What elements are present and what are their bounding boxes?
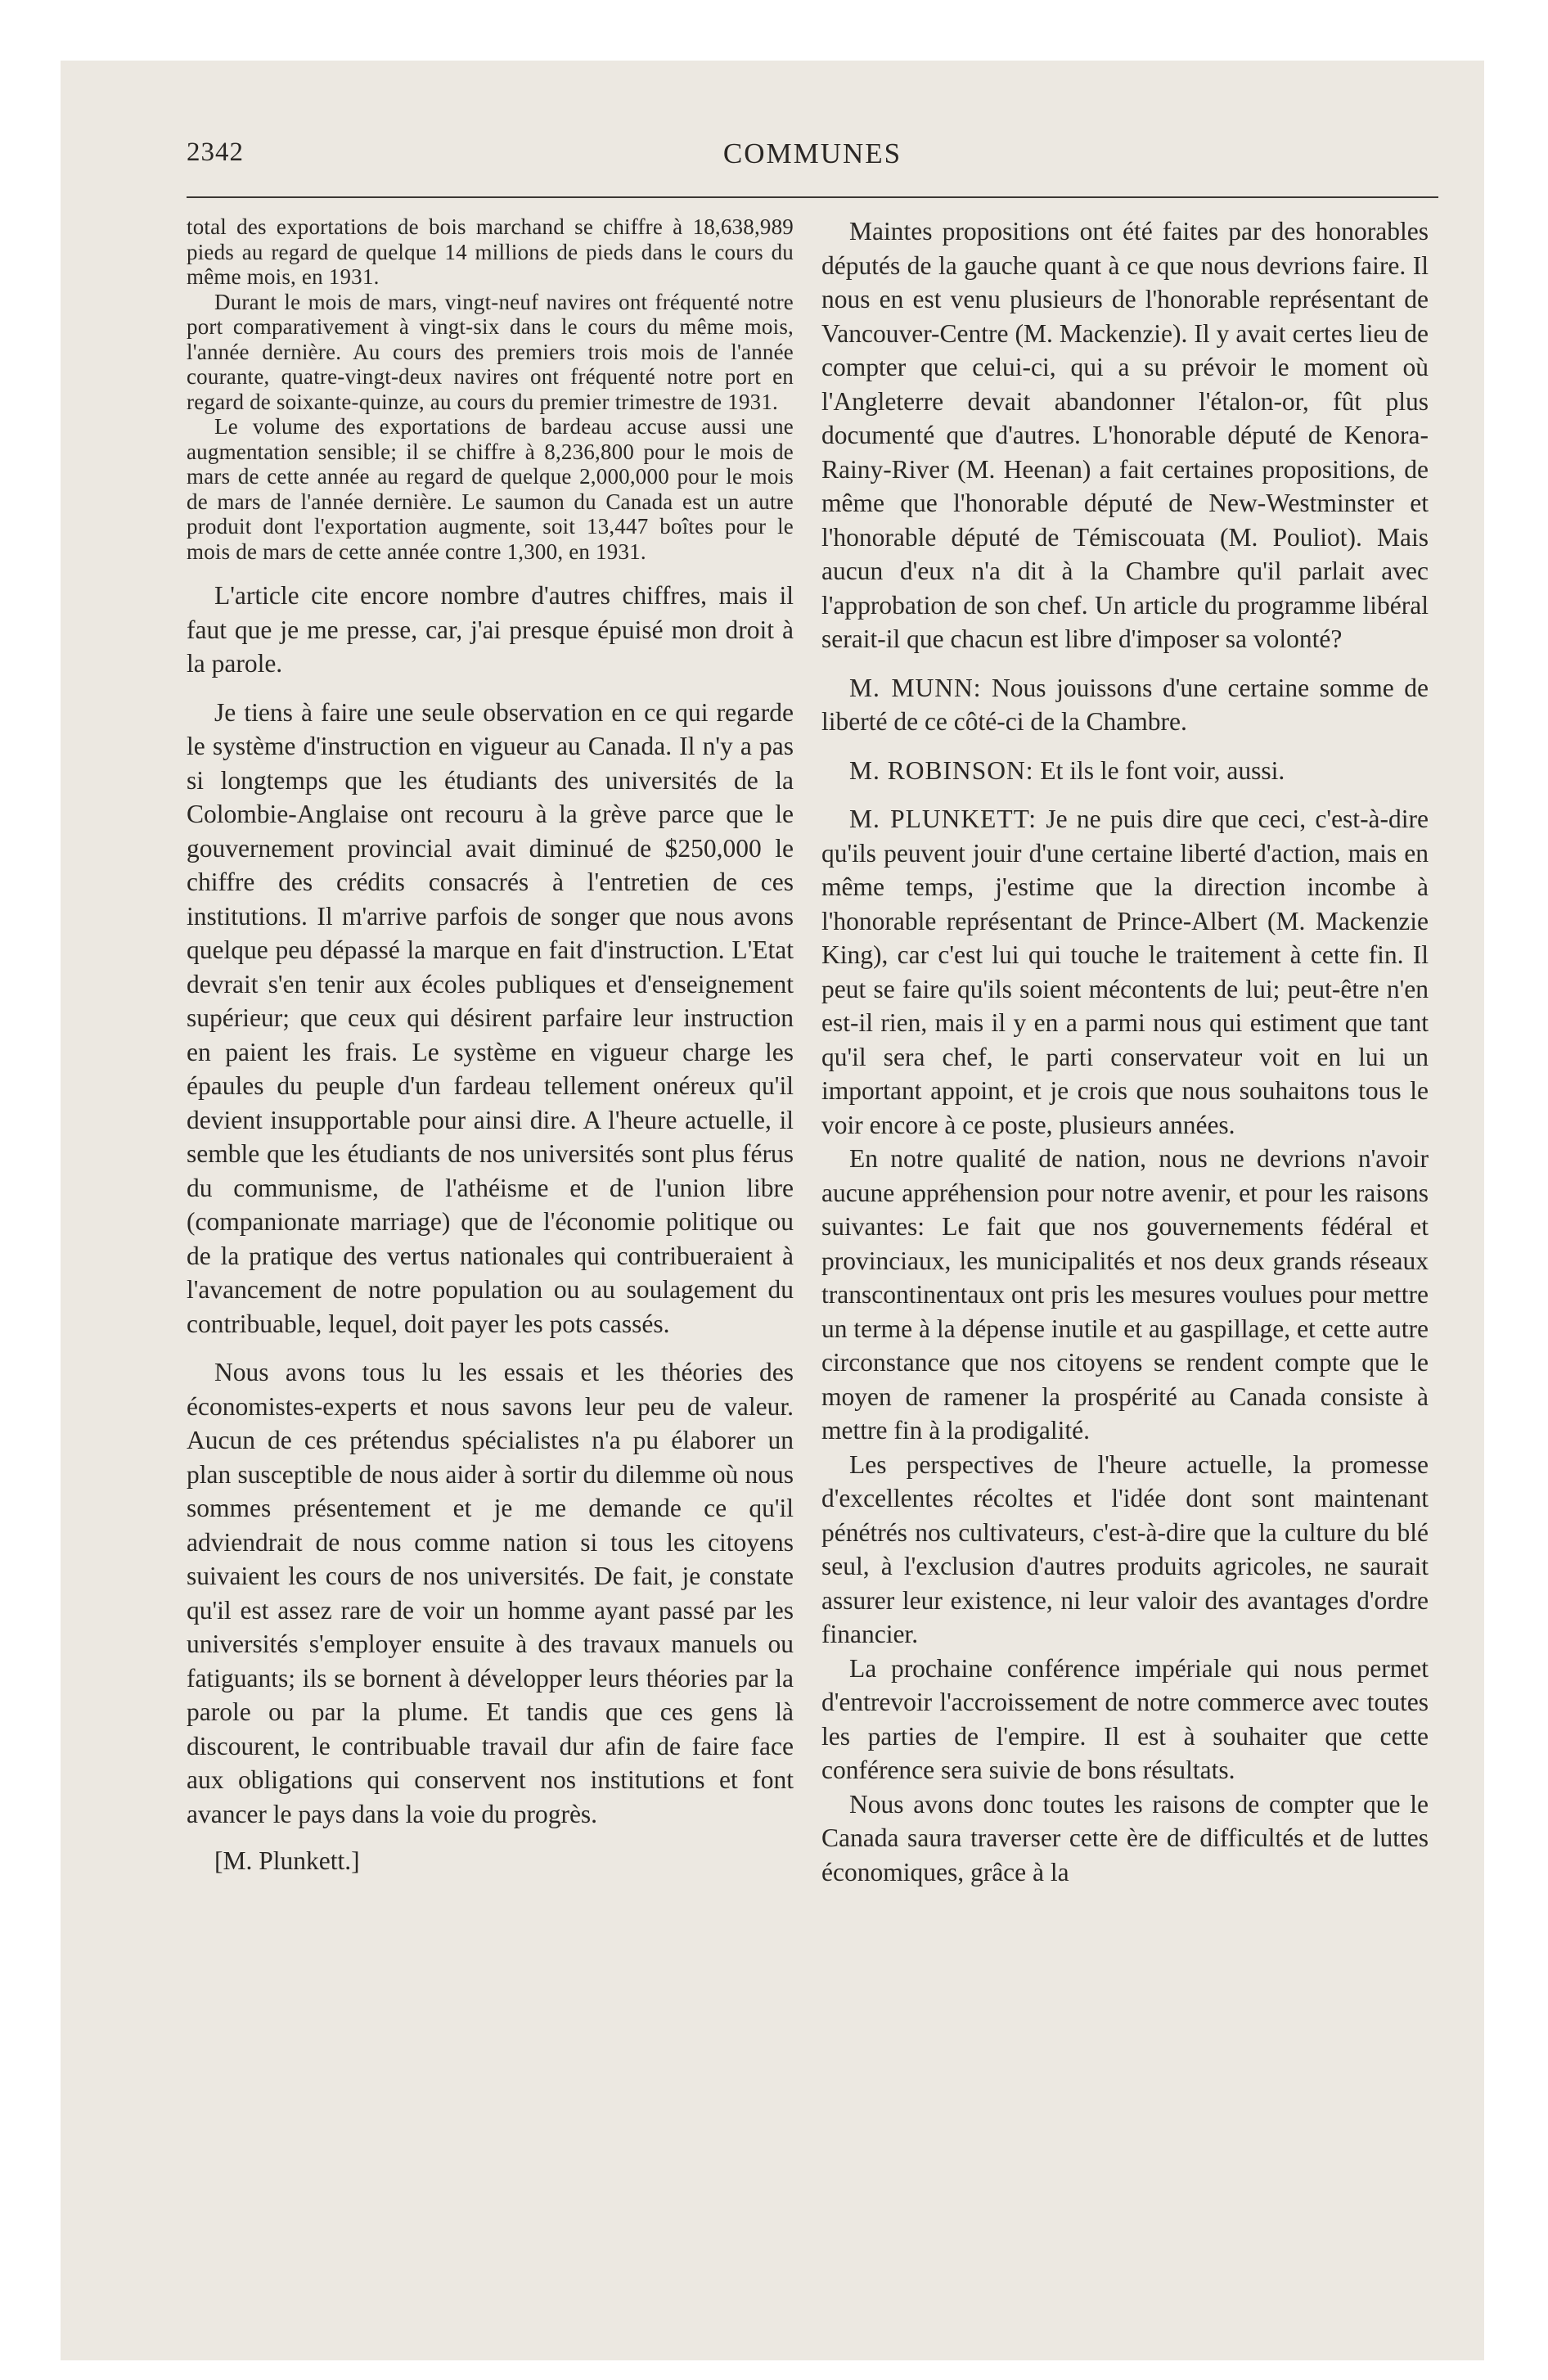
speaker-signature: [M. Plunkett.] (214, 1846, 360, 1875)
running-title: COMMUNES (722, 137, 902, 169)
paragraph: Maintes propositions ont été faites par des honorables députés de la gauche quant à ce que nous devrions faire. Il nous en est venu plusieurs de l'honorable représentant de Vancouver-Centre (M. Mackenzie). Il y avait certes lieu de compter que celui-ci, qui a su prévoir le moment où l'Angleterre devait abandonner l'étalon-or, fût plus documenté que d'autres. L'honorable député de Kenora-Rainy-River (M. Heenan) a fait certaines propositions, de même que l'honorable député de New-Westminster et l'honorable député de Témiscouata (M. Pouliot). Mais aucun d'eux n'a dit à la Chambre qu'il parlait avec l'approbation de son chef. Un article du programme libéral serait-il que chacun est libre d'imposer sa volonté? (821, 217, 1429, 653)
paragraph: Durant le mois de mars, vingt-neuf navires ont fréquenté notre port comparativement à vingt-six dans le cours du même mois, l'année dernière. Au cours des premiers trois mois de l'année courante, quatre-vingt-deux navires ont fréquenté notre port en regard de soixante-quinze, au cours du premier trimestre de 1931. (187, 289, 794, 414)
header-rule (187, 196, 1438, 198)
speaker-name: M. MUNN: (849, 673, 982, 702)
paragraph: L'article cite encore nombre d'autres chiffres, mais il faut que je me presse, car, j'ai presque épuisé mon droit à la parole. (187, 581, 794, 678)
paragraph: Nous avons donc toutes les raisons de compter que le Canada saura traverser cette ère de difficultés et de luttes économiques, grâce à la (821, 1789, 1429, 1886)
speech-paragraph (821, 802, 1429, 1142)
right-column (821, 214, 1429, 1889)
speech-text: Je ne puis dire que ceci, c'est-à-dire qu'ils peuvent jouir d'une certaine liberté d'action, mais en même temps, j'estime que la direction incombe à l'honorable représentant de Prince-Albert (M. Mackenzie King), car c'est lui qui touche le traitement à cette fin. Il peut se faire qu'ils soient mécontents de lui; peut-être n'en est-il rien, mais il y en a parmi nous qui estiment que tant qu'il sera chef, le parti conservateur voit en lui un important appoint, et je crois que nous souhaitons tous le voir encore à ce poste, plusieurs années. (821, 805, 1429, 1139)
page-header (187, 134, 1438, 183)
paragraph: Les perspectives de l'heure actuelle, la promesse d'excellentes récoltes et l'idée dont sont maintenant pénétrés nos cultivateurs, c'est-à-dire que la culture du blé seul, à l'exclusion d'autres produits agricoles, ne saurait assurer leur existence, ni leur valoir des avantages d'ordre financier. (821, 1449, 1429, 1648)
speech-paragraph (821, 754, 1429, 788)
paragraph: En notre qualité de nation, nous ne devrions n'avoir aucune appréhension pour notre avenir, et pour les raisons suivantes: Le fait que nos gouvernements fédéral et provinciaux, les municipalités et nos deux grands réseaux transcontinentaux ont pris les mesures voulues pour mettre un terme à la dépense inutile et au gaspillage, et cette autre circonstance que nos citoyens se rendent compte que le moyen de ramener la prospérité au Canada consiste à mettre fin à la prodigalité. (821, 1144, 1429, 1445)
paragraph: Je tiens à faire une seule observation en ce qui regarde le système d'instruction en vigueur au Canada. Il n'y a pas si longtemps que les étudiants des universités de la Colombie-Anglaise ont recouru à la grève parce que le gouvernement provincial avait diminué de $250,000 le chiffre des crédits consacrés à l'entretien de ces institutions. Il m'arrive parfois de songer que nous avons quelque peu dépassé la marque en fait d'instruction. L'Etat devrait s'en tenir aux écoles publiques et d'enseignement supérieur; que ceux qui désirent parfaire leur instruction en paient les frais. Le système en vigueur charge les épaules du peuple d'un fardeau tellement onéreux qu'il devient insupportable pour ainsi dire. A l'heure actuelle, il semble que les étudiants de nos universités sont plus férus du communisme, de l'athéisme et de l'union libre (companionate marriage) que de l'économie politique ou de la pratique des vertus nationales qui contribueraient à l'avancement de notre population ou au soulagement du contribuable, lequel, doit payer les pots cassés. (187, 697, 794, 1338)
paragraph: Nous avons tous lu les essais et les théories des économistes-experts et nous savons leur peu de valeur. Aucun de ces prétendus spécialistes n'a pu élaborer un plan susceptible de nous aider à sortir du dilemme où nous sommes présentement et je me demande ce qu'il adviendrait de nous comme nation si tous les citoyens suivaient les cours de nos universités. De fait, je constate qu'il est assez rare de voir un homme ayant passé par les universités s'employer ensuite à des travaux manuels ou fatiguants; ils se bornent à développer leurs théories par la parole ou par la plume. Et tandis que ces gens là discourent, le contribuable travail dur afin de faire face aux obligations qui conservent nos institutions et font avancer le pays dans la voie du progrès. (187, 1358, 794, 1828)
paragraph: Le volume des exportations de bardeau accuse aussi une augmentation sensible; il se chiffre à 8,236,800 pour le mois de mars de cette année au regard de quelque 2,000,000 pour le mois de mars de l'année dernière. Le saumon du Canada est un autre produit dont l'exportation augmente, soit 13,447 boîtes pour le mois de mars de cette année contre 1,300, en 1931. (187, 414, 794, 564)
speech-paragraph (821, 671, 1429, 739)
speech-text: Et ils le font voir, aussi. (1040, 755, 1285, 785)
speaker-name: M. ROBINSON: (849, 755, 1034, 785)
left-column (187, 214, 794, 1878)
paragraph: La prochaine conférence impériale qui nous permet d'entrevoir l'accroissement de notre commerce avec toutes les parties de l'empire. Il est à souhaiter que cette conférence sera suivie de bons résultats. (821, 1653, 1429, 1784)
paragraph: total des exportations de bois marchand se chiffre à 18,638,989 pieds au regard de quelque 14 millions de pieds dans le cours du même mois, en 1931. (187, 214, 794, 289)
speech-text: Nous jouissons d'une certaine somme de liberté de ce côté-ci de la Chambre. (821, 673, 1429, 736)
speaker-name: M. PLUNKETT: (849, 805, 1037, 833)
page-number: 2342 (187, 137, 244, 167)
